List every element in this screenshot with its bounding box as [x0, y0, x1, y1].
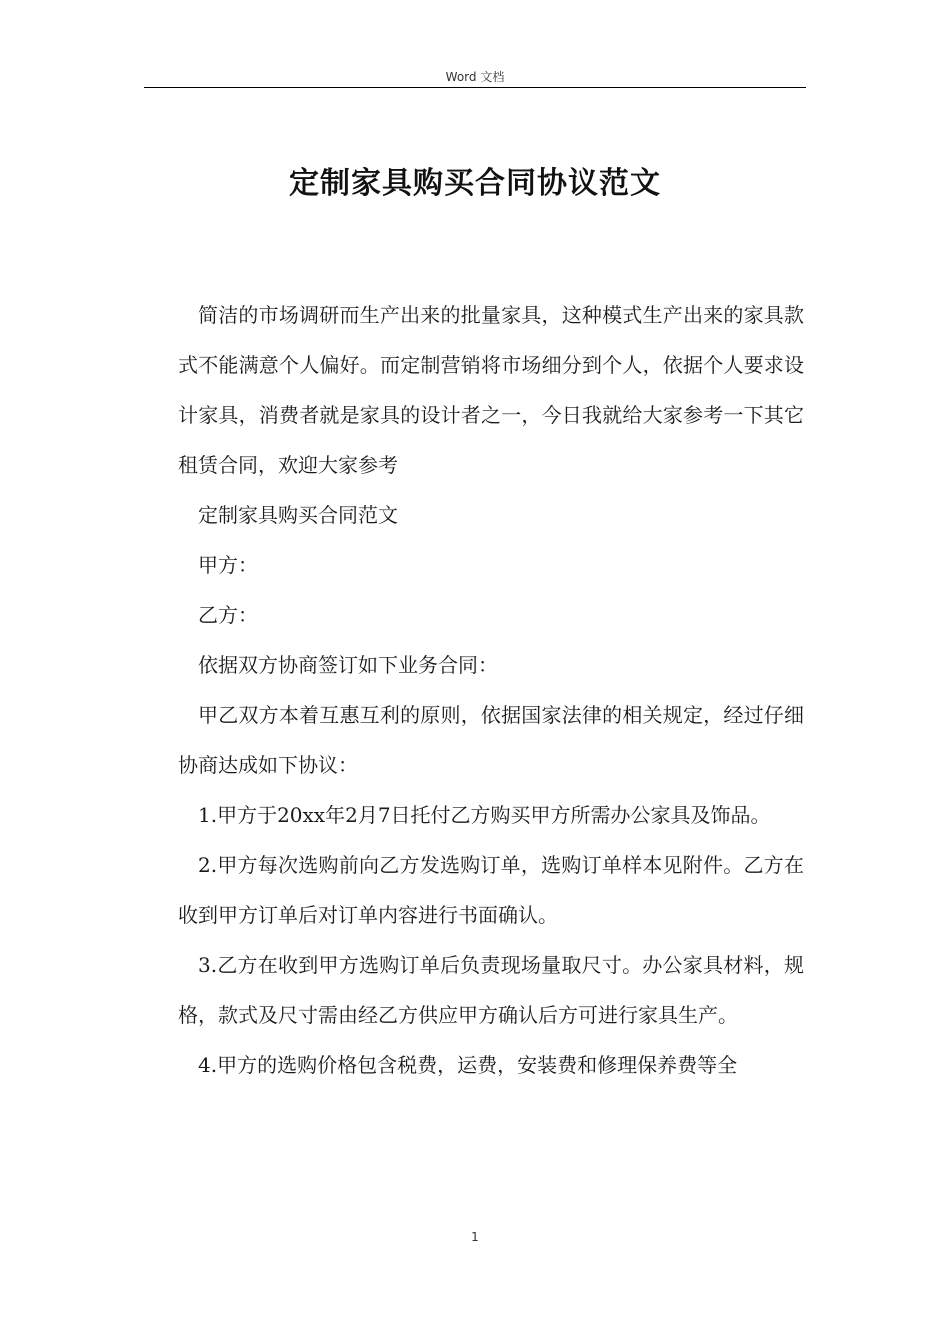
paragraph-principle: 甲乙双方本着互惠互利的原则，依据国家法律的相关规定，经过仔细协商达成如下协议： [178, 703, 804, 777]
paragraph-subtitle: 定制家具购买合同范文 [198, 503, 398, 527]
paragraph-clause-1: 1.甲方于20xx年2月7日托付乙方购买甲方所需办公家具及饰品。 [198, 803, 771, 827]
paragraph-intro: 简洁的市场调研而生产出来的批量家具，这种模式生产出来的家具款式不能满意个人偏好。而定制营销将市场细分到个人，依据个人要求设计家具，消费者就是家具的设计者之一，今日我就给大家参考一下其它租赁合同，欢迎大家参考 [178, 303, 804, 477]
paragraph-clause-3: 3.乙方在收到甲方选购订单后负责现场量取尺寸。办公家具材料，规格，款式及尺寸需由经乙方供应甲方确认后方可进行家具生产。 [178, 953, 804, 1027]
paragraph-agreement-basis: 依据双方协商签订如下业务合同： [198, 653, 498, 677]
document-title: 定制家具购买合同协议范文 [289, 166, 661, 201]
page-header: Word 文档 [445, 70, 505, 84]
page-number: 1 [471, 1230, 479, 1244]
paragraph-party-b: 乙方： [198, 603, 258, 627]
document-body [178, 290, 804, 1090]
header-divider [144, 87, 806, 88]
paragraph-clause-4: 4.甲方的选购价格包含税费，运费，安装费和修理保养费等全 [198, 1053, 738, 1077]
paragraph-clause-2: 2.甲方每次选购前向乙方发选购订单，选购订单样本见附件。乙方在收到甲方订单后对订单内容进行书面确认。 [178, 853, 804, 927]
paragraph-party-a: 甲方： [198, 553, 258, 577]
